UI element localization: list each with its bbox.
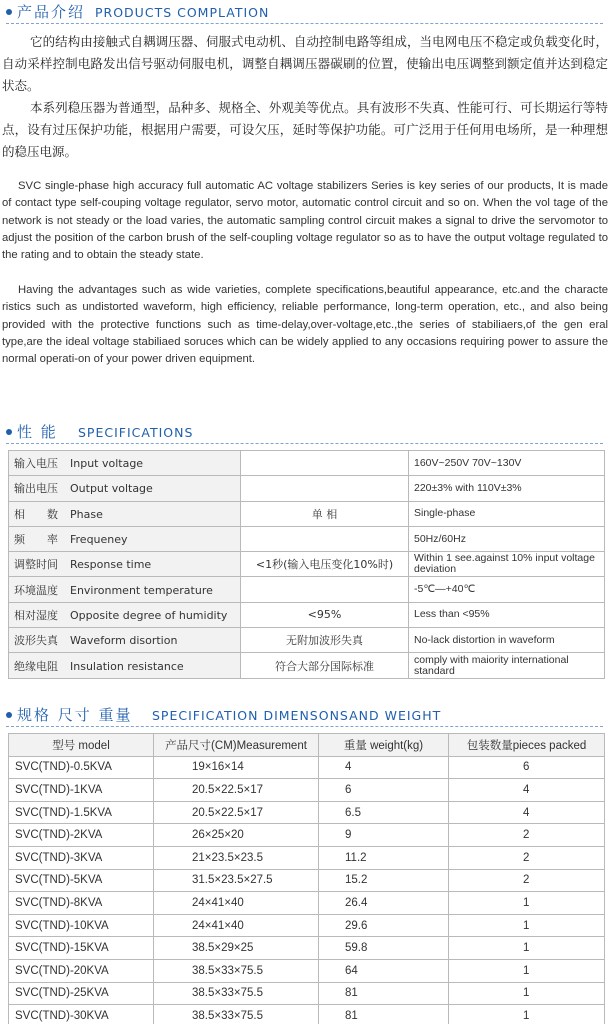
- spec-label-en: Output voltage: [70, 482, 153, 496]
- spec-label-en: Phase: [70, 507, 103, 521]
- packed-cell: 1: [449, 914, 605, 937]
- measurement-cell: 38.5×33×75.5: [154, 1005, 319, 1024]
- spec-value: comply with maiority international standard: [409, 653, 605, 678]
- bullet-dot-icon: [6, 429, 12, 435]
- spec-value: 160V~250V 70V~130V: [409, 451, 605, 476]
- weight-cell: 4: [319, 756, 449, 779]
- specs-heading-cn: 性 能: [17, 423, 58, 441]
- column-header-weight: 重量 weight(kg): [319, 734, 449, 757]
- spec-mid: [241, 577, 409, 602]
- spec-value: -5℃—+40℃: [409, 577, 605, 602]
- intro-en-paragraph-2: Having the advantages such as wide varieties, complete specifications,beautiful appearance, etc.and the characte ristics such as undistorted waveform, high efficiency, reliable performance, long-term operation, etc., and also being provided with the protective functions such as time-delay,over-voltage,etc.,the series of stabiliaers,of the gen eral type,are the ideal voltage stabiliaed soruces which can be widely applied to any occasions requiring power to assure the normal operati-on of your power driven equipment.: [2, 284, 608, 366]
- weight-cell: 6: [319, 779, 449, 802]
- weight-cell: 81: [319, 1005, 449, 1024]
- spec-value: 220±3% with 110V±3%: [409, 476, 605, 501]
- weight-cell: 26.4: [319, 892, 449, 915]
- table-row: [9, 914, 605, 937]
- sizes-heading-en: SPECIFICATION DIMENSONSAND WEIGHT: [152, 708, 442, 723]
- packed-cell: 4: [449, 779, 605, 802]
- packed-cell: 1: [449, 959, 605, 982]
- spec-row: [9, 476, 605, 501]
- measurement-cell: 38.5×33×75.5: [154, 959, 319, 982]
- packed-cell: 1: [449, 892, 605, 915]
- measurement-cell: 24×41×40: [154, 892, 319, 915]
- table-row: [9, 824, 605, 847]
- packed-cell: 1: [449, 937, 605, 960]
- spec-row: [9, 577, 605, 602]
- spec-label-cn: 调整时间: [14, 558, 58, 572]
- spec-mid: 无附加波形失真: [241, 628, 409, 653]
- column-header-measurement: 产品尺寸(CM)Measurement: [154, 734, 319, 757]
- dimensions-weight-table: [8, 733, 605, 1024]
- spec-row: [9, 653, 605, 678]
- spec-value: 50Hz/60Hz: [409, 526, 605, 551]
- spec-mid: 符合大部分国际标准: [241, 653, 409, 678]
- spec-row: [9, 552, 605, 577]
- model-cell: SVC(TND)-30KVA: [9, 1005, 154, 1024]
- spec-mid: 单 相: [241, 501, 409, 526]
- spec-mid: [241, 526, 409, 551]
- table-row: [9, 937, 605, 960]
- spec-label-en: Frequeney: [70, 533, 128, 547]
- bullet-dot-icon: [6, 712, 12, 718]
- weight-cell: 59.8: [319, 937, 449, 960]
- packed-cell: 1: [449, 982, 605, 1005]
- packed-cell: 4: [449, 801, 605, 824]
- packed-cell: 6: [449, 756, 605, 779]
- table-row: [9, 846, 605, 869]
- spec-mid: [241, 451, 409, 476]
- measurement-cell: 38.5×33×75.5: [154, 982, 319, 1005]
- spec-mid: [241, 476, 409, 501]
- table-row: [9, 959, 605, 982]
- measurement-cell: 21×23.5×23.5: [154, 846, 319, 869]
- weight-cell: 15.2: [319, 869, 449, 892]
- spec-value: Single-phase: [409, 501, 605, 526]
- weight-cell: 29.6: [319, 914, 449, 937]
- measurement-cell: 19×16×14: [154, 756, 319, 779]
- intro-cn-paragraph-1: 它的结构由接触式自耦调压器、伺服式电动机、自动控制电路等组成，当电网电压不稳定或负载变化时，自动采样控制电路发出信号驱动伺服电机，调整自耦调压器碳刷的位置，使输出电压调整到额定值并达到稳定状态。: [2, 34, 608, 93]
- spec-label-en: Input voltage: [70, 457, 144, 471]
- weight-cell: 11.2: [319, 846, 449, 869]
- model-cell: SVC(TND)-15KVA: [9, 937, 154, 960]
- table-row: [9, 779, 605, 802]
- packed-cell: 2: [449, 824, 605, 847]
- spec-label-cn: 波形失真: [14, 634, 58, 648]
- section-divider: [6, 23, 603, 24]
- column-header-model: 型号 model: [9, 734, 154, 757]
- model-cell: SVC(TND)-10KVA: [9, 914, 154, 937]
- spec-label-en: Waveform disortion: [70, 634, 178, 648]
- spec-row: [9, 628, 605, 653]
- table-header-row: [9, 734, 605, 757]
- model-cell: SVC(TND)-25KVA: [9, 982, 154, 1005]
- intro-en-paragraph-1: SVC single-phase high accuracy full automatic AC voltage stabilizers Series is key series of our products, It is made of contact type self-couping voltage regulator, servo motor, automatic control circuit and so on. When the vol tage of the network is not steady or the load varies, the automatic sampling control circuit makes a signal to drive the servomotor to adjust the position of the carbon brush of the self-coupling voltage regulator so as to have the output voltage regulated to the rating and to obtain the steady state.: [2, 180, 608, 262]
- table-row: [9, 982, 605, 1005]
- spec-label-en: Opposite degree of humidity: [70, 608, 228, 622]
- weight-cell: 81: [319, 982, 449, 1005]
- table-row: [9, 869, 605, 892]
- table-row: [9, 892, 605, 915]
- sizes-section-header: [0, 703, 609, 727]
- products-heading-en: PRODUCTS COMPLATION: [95, 5, 270, 20]
- specs-heading-en: SPECIFICATIONS: [78, 425, 194, 440]
- spec-label-en: Insulation resistance: [70, 659, 184, 673]
- intro-cn-paragraph-2: 本系列稳压器为普通型，品种多、规格全、外观美等优点。具有波形不失真、性能可行、可长期运行等特点，设有过压保护功能，根据用户需要，可设欠压，延时等保护功能。可广泛用于任何用电场所，是一种理想的稳压电源。: [2, 100, 608, 159]
- spec-mid: <95%: [241, 602, 409, 627]
- table-row: [9, 1005, 605, 1024]
- bullet-dot-icon: [6, 9, 12, 15]
- model-cell: SVC(TND)-2KVA: [9, 824, 154, 847]
- weight-cell: 6.5: [319, 801, 449, 824]
- packed-cell: 2: [449, 846, 605, 869]
- packed-cell: 2: [449, 869, 605, 892]
- packed-cell: 1: [449, 1005, 605, 1024]
- spec-row: [9, 451, 605, 476]
- spec-value: Within 1 see.against 10% input voltage deviation: [409, 552, 605, 577]
- spec-mid: <1秒(输入电压变化10%时): [241, 552, 409, 577]
- model-cell: SVC(TND)-3KVA: [9, 846, 154, 869]
- spec-label-en: Response time: [70, 558, 152, 572]
- spec-row: [9, 602, 605, 627]
- weight-cell: 9: [319, 824, 449, 847]
- specs-section-header: [0, 420, 609, 444]
- weight-cell: 64: [319, 959, 449, 982]
- measurement-cell: 20.5×22.5×17: [154, 779, 319, 802]
- spec-label-cn: 相对湿度: [14, 608, 58, 622]
- spec-row: [9, 501, 605, 526]
- spec-label-en: Environment temperature: [70, 583, 213, 597]
- model-cell: SVC(TND)-1.5KVA: [9, 801, 154, 824]
- spec-label-cn: 频 率: [14, 533, 58, 547]
- table-row: [9, 801, 605, 824]
- section-divider: [6, 443, 603, 444]
- spec-label-cn: 输出电压: [14, 482, 58, 496]
- model-cell: SVC(TND)-0.5KVA: [9, 756, 154, 779]
- table-row: [9, 756, 605, 779]
- sizes-heading-cn: 规格 尺寸 重量: [17, 706, 133, 724]
- spec-row: [9, 526, 605, 551]
- model-cell: SVC(TND)-5KVA: [9, 869, 154, 892]
- model-cell: SVC(TND)-8KVA: [9, 892, 154, 915]
- measurement-cell: 24×41×40: [154, 914, 319, 937]
- model-cell: SVC(TND)-1KVA: [9, 779, 154, 802]
- spec-label-cn: 输入电压: [14, 457, 58, 471]
- model-cell: SVC(TND)-20KVA: [9, 959, 154, 982]
- measurement-cell: 38.5×29×25: [154, 937, 319, 960]
- spec-label-cn: 绝缘电阻: [14, 659, 58, 673]
- spec-value: No-lack distortion in waveform: [409, 628, 605, 653]
- spec-label-cn: 环境温度: [14, 583, 58, 597]
- products-section-header: [0, 0, 609, 24]
- products-heading-cn: 产品介绍: [17, 3, 86, 21]
- spec-value: Less than <95%: [409, 602, 605, 627]
- measurement-cell: 31.5×23.5×27.5: [154, 869, 319, 892]
- section-divider: [6, 726, 603, 727]
- column-header-packed: 包装数量pieces packed: [449, 734, 605, 757]
- measurement-cell: 20.5×22.5×17: [154, 801, 319, 824]
- spec-label-cn: 相 数: [14, 507, 58, 521]
- specifications-table: [8, 450, 605, 679]
- measurement-cell: 26×25×20: [154, 824, 319, 847]
